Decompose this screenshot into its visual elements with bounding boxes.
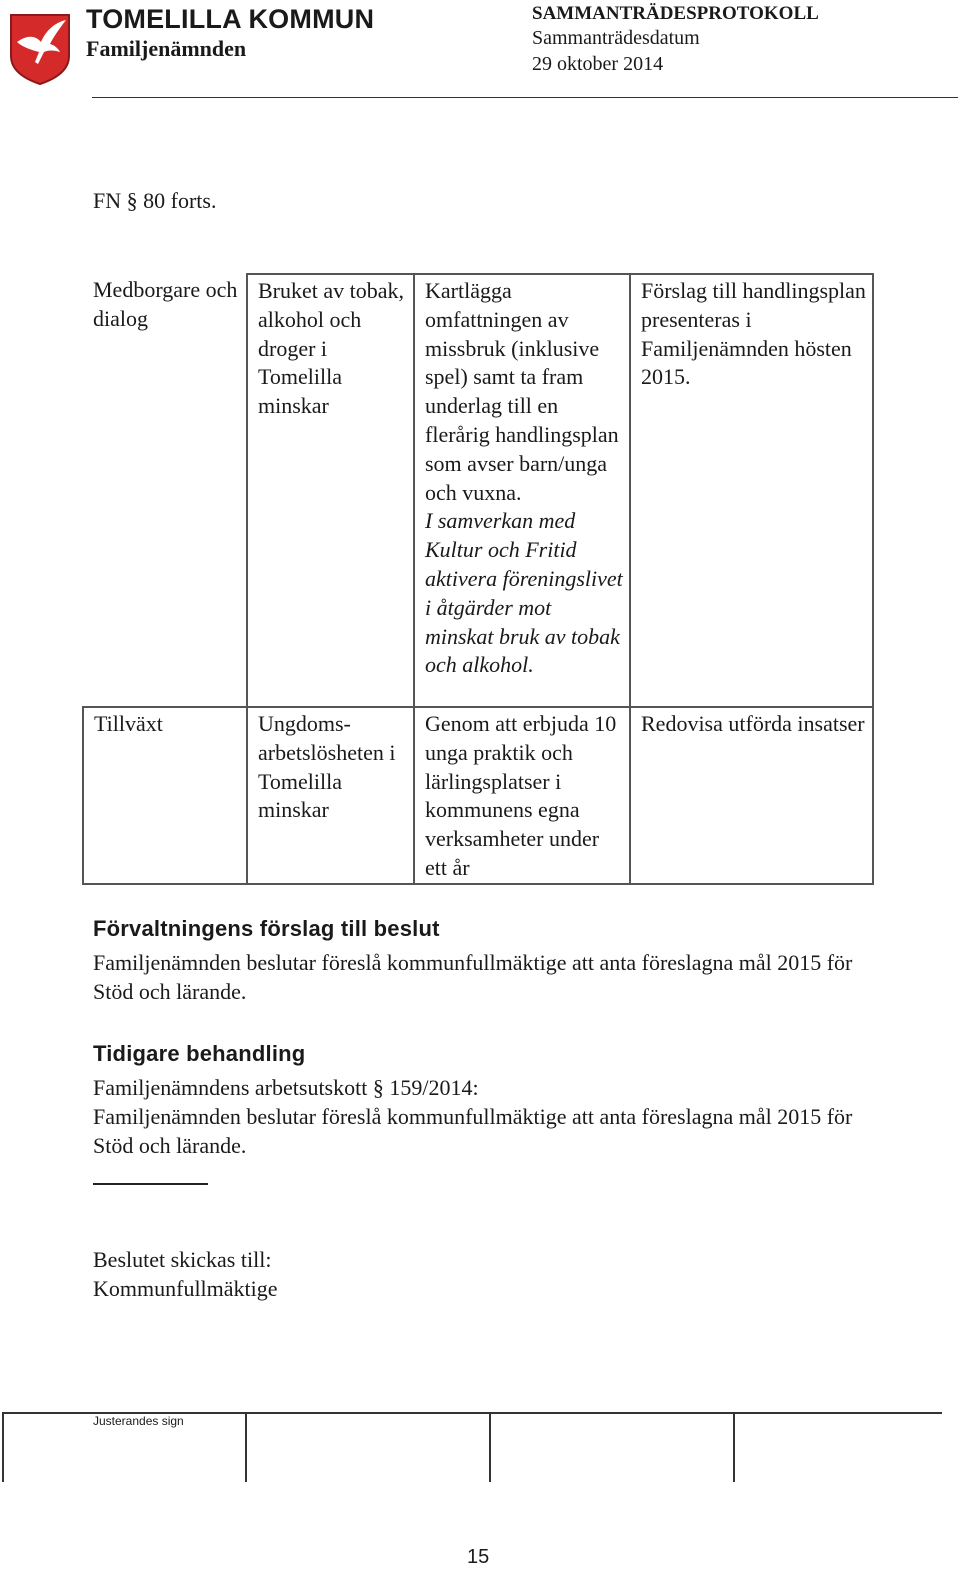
meeting-date: 29 oktober 2014 [532,53,664,75]
table-row [83,707,873,884]
signature-label: Justerandes sign [93,1414,184,1428]
table-cell-action: Genom att erbjuda 10 unga praktik och lärlingsplatser i kommunens egna verksamheter under ett år [414,707,630,884]
table-cell-goal: Ungdoms-arbetslösheten i Tomelilla minskar [247,707,414,884]
separator-line [93,1183,208,1185]
previous-handling-reference: Familjenämndens arbetsutskott § 159/2014: [93,1075,479,1100]
meeting-date-label: Sammanträdesdatum [532,27,700,49]
table-cell-area: Medborgare och dialog [83,274,247,707]
table-cell-followup: Redovisa utförda insatser [630,707,873,884]
signature-box-divider [2,1412,4,1482]
table-cell-area: Tillväxt [83,707,247,884]
table-cell-followup: Förslag till handlingsplan presenteras i Familjenämnden hösten 2015. [630,274,873,707]
proposal-heading: Förvaltningens förslag till beslut [93,916,440,941]
signature-box-divider [733,1412,735,1482]
crest-bird-icon [8,12,72,86]
document-type: SAMMANTRÄDESPROTOKOLL [532,3,819,24]
previous-handling-text: Familjenämnden beslutar föreslå kommunfullmäktige att anta föreslagna mål 2015 för Stöd och lärande. [93,1104,853,1158]
previous-handling-heading: Tidigare behandling [93,1041,306,1066]
table-row [83,274,873,707]
sent-to-recipient: Kommunfullmäktige [93,1276,278,1301]
table-cell-action [414,274,630,707]
action-text: Kartlägga omfattningen av missbruk (inklusive spel) samt ta fram underlag till en flerårig handlingsplan som avser barn/unga och vuxna. [425,278,619,505]
sent-to-label: Beslutet skickas till: [93,1247,272,1272]
signature-box-divider [245,1412,247,1482]
organization-name: TOMELILLA KOMMUN [86,4,375,34]
header-divider [92,97,958,98]
table-cell-goal: Bruket av tobak, alkohol och droger i Tomelilla minskar [247,274,414,707]
goals-table [82,273,874,885]
committee-name: Familjenämnden [86,36,247,61]
proposal-text: Familjenämnden beslutar föreslå kommunfullmäktige att anta föreslagna mål 2015 för Stöd och lärande. [93,950,853,1004]
section-reference: FN § 80 forts. [93,188,217,213]
action-note: I samverkan med Kultur och Fritid aktivera föreningslivet i åtgärder mot minskat bruk av tobak och alkohol. [425,508,623,678]
signature-box-divider [489,1412,491,1482]
page-number: 15 [467,1546,490,1568]
